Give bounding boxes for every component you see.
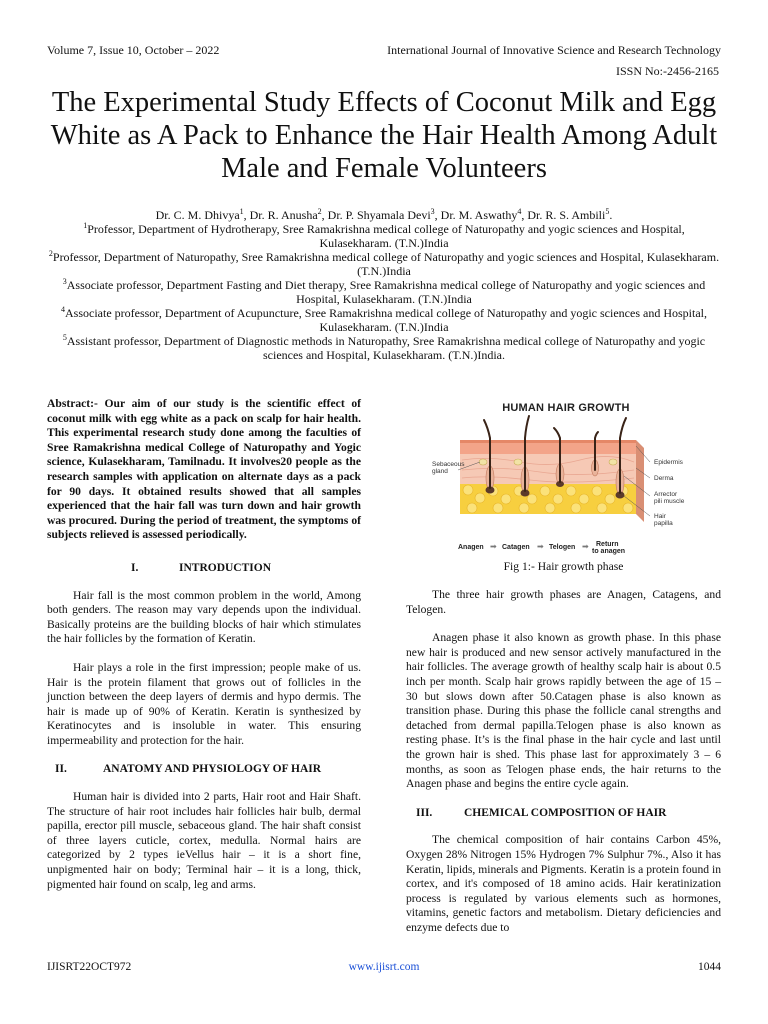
- paragraph-intro-2: Hair plays a role in the first impression; people make of us. Hair is the protein filament that grows out of follicles in the junction between the deep layers of dermis and hypo dermis. The hair is made up of 90% of Keratin. Keratin is synthesized by Keratinocytes and is insoluble in water. This ensuring impermeability and protection for the hair.: [47, 660, 361, 747]
- section-heading-anatomy: [47, 762, 361, 777]
- affiliation: [46, 334, 722, 362]
- author-name: , Dr. P. Shyamala Devi: [321, 208, 431, 222]
- paper-title: The Experimental Study Effects of Coconut Milk and Egg White as A Pack to Enhance the Hair Health Among Adult Male and Female Volunteers: [50, 87, 718, 184]
- author-sup: 3: [430, 207, 435, 216]
- paragraph-intro-1: Hair fall is the most common problem in the world, Among both genders. The reason may vary depends upon the individual. Basically proteins are the building blocks of hair which stimulates the hair follicles by the formation of Keratin.: [47, 588, 361, 646]
- section-heading-introduction: [47, 561, 361, 576]
- section-title: CHEMICAL COMPOSITION OF HAIR: [464, 806, 667, 819]
- author-block: [46, 208, 722, 362]
- affiliation-sup: 2: [48, 249, 53, 258]
- affiliation-sup: 4: [61, 305, 65, 314]
- phase-anagen: Anagen: [458, 544, 484, 551]
- affiliation: [46, 222, 722, 250]
- affiliation-text: Associate professor, Department Fasting and Diet therapy, Sree Ramakrishna medical college of Naturopathy and yogic sciences and Hospital, Kulasekharam. (T.N.)India: [66, 278, 706, 306]
- label-gland: gland: [432, 468, 448, 475]
- section-number: II.: [55, 763, 67, 776]
- label-hair: Hair: [654, 513, 666, 520]
- author-name: Dr. C. M. Dhivya: [155, 208, 240, 222]
- author-end: .: [609, 208, 613, 222]
- paragraph-phases: The three hair growth phases are Anagen, Catagens, and Telogen.: [406, 588, 721, 616]
- left-column: [47, 397, 361, 892]
- affiliation: [46, 278, 722, 306]
- epidermis-layer: [460, 442, 636, 454]
- hair-diagram: [430, 398, 702, 558]
- figure-title: HUMAN HAIR GROWTH: [502, 402, 630, 414]
- phase-arrow-1: ➡: [490, 542, 497, 551]
- author-list: [46, 208, 722, 222]
- author-sup: 1: [239, 207, 244, 216]
- affiliation-text: Professor, Department of Naturopathy, Sree Ramakrishna medical college of Naturopathy and yogic sciences and Hospital, Kulasekharam. (T.N.)India: [52, 250, 720, 278]
- paragraph-anatomy-1: Human hair is divided into 2 parts, Hair root and Hair Shaft. The structure of hair root includes hair follicles hair bulb, dermal papilla, erector pill muscle, sebaceous gland. The hair shaft consist of three layers cuticle, cortex, medulla. Normal hairs are categorized by 2 types ieVellus hair – it is a short fine, unpigmented hair on body; Terminal hair – it is a long, thick, pigmented hair found on scalp, leg and arms.: [47, 790, 361, 891]
- affiliation-text: Associate professor, Department of Acupuncture, Sree Ramakrishna medical college of Naturopathy and yogic sciences and Hospital, Kulasekharam. (T.N.)India: [65, 306, 707, 334]
- section-number: I.: [131, 561, 139, 574]
- label-sebaceous: Sebaceous: [432, 461, 465, 468]
- phase-return: Return: [596, 541, 619, 548]
- author-sup: 5: [605, 207, 610, 216]
- label-arrector: Arrector: [654, 491, 678, 498]
- paragraph-anagen: Anagen phase it also known as growth phase. In this phase new hair is produced and new sensor actively manufactured in the hair follicles. The average growth of healthy scalp hair is about 0.5 inch per month. Scalp hair grows rapidly between the age of 15 – 30 but slows down after 50.Catagen phase is also known as transition phase. During this phase the follicle canal strengths and detached from dermal papilla.Telogen phase is also known as resting phase. It’s is the final phase in the hair cycle and last until the grown hair is shed. This phase last for approximately 3 – 6 months, as soon as Telogen phase ends, the hair returns to the Anagen phase and begins the entire cycle again.: [406, 631, 721, 791]
- volume-info: Volume 7, Issue 10, October – 2022: [47, 43, 220, 57]
- abstract: Abstract:- Our aim of our study is the scientific effect of coconut milk with egg white as a pack on scalp for hair health. This experimental research study done among the faculties of Sree Ramakrishna medical College of Naturopathy and Yogic science, Kulasekharam, Tamilnadu. It involves20 people as the research samples with application on alternate days as a pack for 90 days. It obtained results showed that all samples experienced that the hair fall was turn down and hair growth was procured. During the period of treatment, the symptoms of subjects relieved is assessed periodically.: [47, 397, 361, 542]
- label-dermis: Derma: [654, 475, 674, 482]
- hair-growth-figure: [430, 398, 702, 558]
- figure-caption: Fig 1:- Hair growth phase: [503, 560, 624, 573]
- phase-arrow-2: ➡: [537, 542, 544, 551]
- section-title: ANATOMY AND PHYSIOLOGY OF HAIR: [103, 763, 322, 776]
- phase-telogen: Telogen: [549, 544, 576, 551]
- label-papilla: papilla: [654, 520, 673, 527]
- page-number: 1044: [698, 961, 721, 973]
- skin-edge: [636, 440, 644, 522]
- section-heading-chemical: [406, 806, 721, 821]
- label-pili-muscle: pili muscle: [654, 498, 685, 505]
- phase-catagen: Catagen: [502, 544, 530, 551]
- journal-name: International Journal of Innovative Science and Research Technology: [387, 43, 721, 57]
- article-code: IJISRT22OCT972: [47, 961, 132, 973]
- section-title: INTRODUCTION: [179, 561, 272, 574]
- author-name: , Dr. R. Anusha: [243, 208, 318, 222]
- author-name: , Dr. M. Aswathy: [434, 208, 518, 222]
- journal-website-link[interactable]: www.ijisrt.com: [348, 961, 420, 973]
- author-sup: 2: [317, 207, 322, 216]
- affiliation-text: Professor, Department of Hydrotherapy, Sree Ramakrishna medical college of Naturopathy and yogic sciences and Hospital, Kulasekharam. (T.N.)India: [87, 222, 685, 250]
- phase-return-anagen: to anagen: [592, 548, 626, 555]
- author-name: , Dr. R. S. Ambili: [521, 208, 606, 222]
- affiliation-sup: 1: [83, 221, 88, 230]
- label-epidermis: Epidermis: [654, 459, 683, 466]
- epidermis-top: [460, 440, 636, 443]
- affiliation-sup: 3: [62, 277, 67, 286]
- affiliation: [46, 306, 722, 334]
- phase-arrow-3: ➡: [582, 542, 589, 551]
- affiliation-text: Assistant professor, Department of Diagnostic methods in Naturopathy, Sree Ramakrishna medical college of Naturopathy and yogic sciences and Hospital, Kulasekharam. (T.N.)India.: [66, 334, 706, 362]
- affiliation-sup: 5: [62, 333, 67, 342]
- affiliation: [46, 250, 722, 278]
- section-number: III.: [416, 806, 433, 819]
- author-sup: 4: [517, 207, 522, 216]
- issn-number: ISSN No:-2456-2165: [615, 64, 719, 78]
- right-column: [406, 588, 721, 935]
- paragraph-chemical-1: The chemical composition of hair contains Carbon 45%, Oxygen 28% Nitrogen 15% Hydrogen 7% Sulphur 7%., Also it has Keratin, lipids, minerals and Pigments. Keratin is a protein found in cortex, and it's composed of 18 amino acids. Hair keratinization process is regulated by various elements such as hormones, vitamins, genetic factors and metabolism. Dietary deficiencies and enzyme defects due to: [406, 833, 721, 934]
